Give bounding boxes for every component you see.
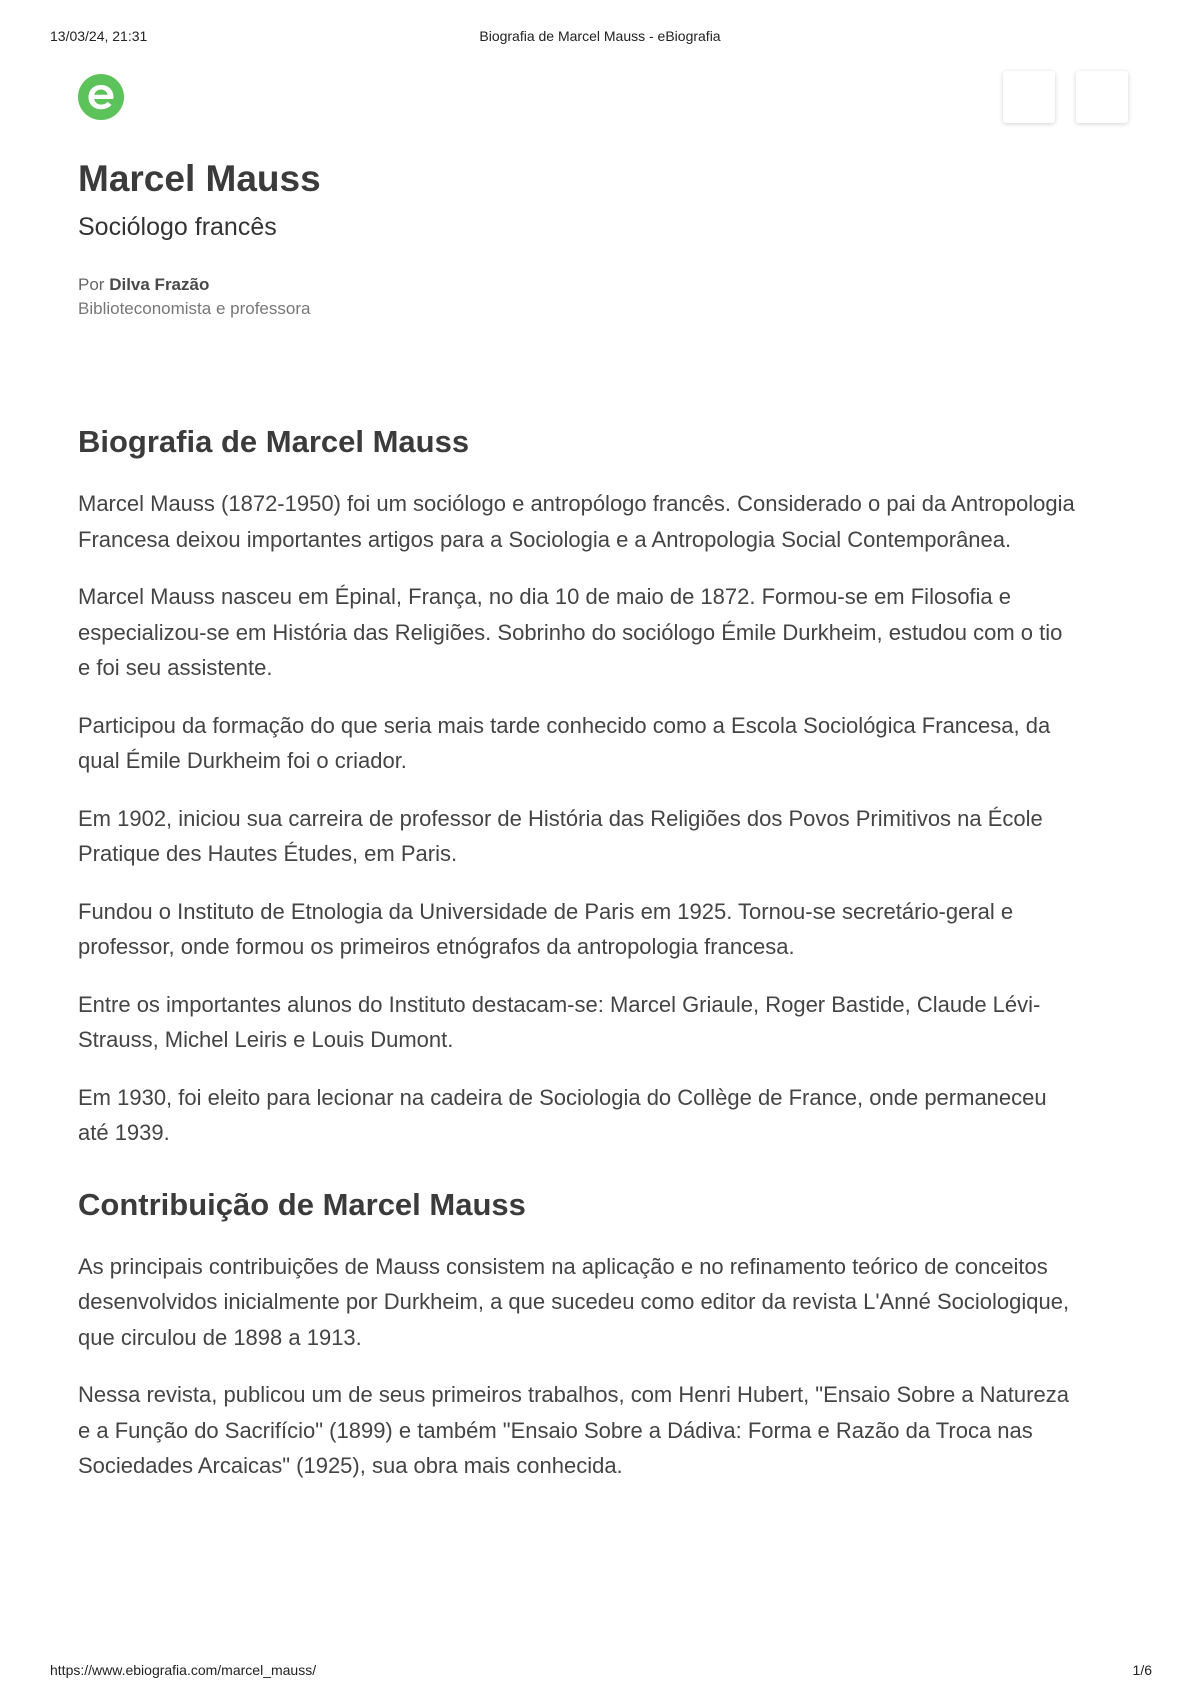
- article-header: [78, 155, 1078, 321]
- paragraph: Participou da formação do que seria mais tarde conhecido como a Escola Sociológica Francesa, da qual Émile Durkheim foi o criador.: [78, 712, 1051, 773]
- paragraph: Em 1930, foi eleito para lecionar na cadeira de Sociologia do Collège de France, onde permaneceu até 1939.: [78, 1084, 1047, 1145]
- print-header: [0, 28, 1200, 48]
- byline: [78, 273, 1078, 297]
- section-heading-contribuicao: Contribuição de Marcel Mauss: [78, 1186, 526, 1222]
- header-button-1[interactable]: [1003, 71, 1055, 123]
- byline-prefix: Por: [78, 275, 105, 294]
- author-name[interactable]: Dilva Frazão: [109, 275, 210, 294]
- section-heading-biografia: Biografia de Marcel Mauss: [78, 424, 470, 459]
- print-datetime: 13/03/24, 21:31: [50, 28, 148, 44]
- page-subtitle: Sociólogo francês: [78, 213, 277, 241]
- paragraph: Fundou o Instituto de Etnologia da Universidade de Paris em 1925. Tornou-se secretário-geral e professor, onde formou os primeiros etnógrafos da antropologia francesa.: [78, 898, 1014, 959]
- paragraph: Em 1902, iniciou sua carreira de professor de História das Religiões dos Povos Primitivos na École Pratique des Hautes Études, em Paris.: [78, 805, 1043, 866]
- print-doc-title: Biografia de Marcel Mauss - eBiografia: [479, 28, 721, 44]
- paragraph: Marcel Mauss (1872-1950) foi um sociólogo e antropólogo francês. Considerado o pai da Antropologia Francesa deixou importantes artigos para a Sociologia e a Antropologia Social Contemporânea.: [78, 491, 1075, 552]
- paragraph: As principais contribuições de Mauss consistem na aplicação e no refinamento teórico de conceitos desenvolvidos inicialmente por Durkheim, a que sucedeu como editor da revista L'Anné Sociologique, que circulou de 1898 a 1913.: [78, 1253, 1070, 1350]
- paragraph: Entre os importantes alunos do Instituto destacam-se: Marcel Griaule, Roger Bastide, Claude Lévi-Strauss, Michel Leiris e Louis Dumont.: [78, 991, 1041, 1052]
- page-title: Marcel Mauss: [78, 158, 321, 199]
- paragraph: Nessa revista, publicou um de seus primeiros trabalhos, com Henri Hubert, "Ensaio Sobre a Natureza e a Função do Sacrifício" (1899) e também "Ensaio Sobre a Dádiva: Forma e Razão da Troca nas Sociedades Arcaicas" (1925), sua obra mais conhecida.: [78, 1382, 1069, 1478]
- print-page-number: 1/6: [1132, 1662, 1152, 1678]
- print-footer: [0, 1662, 1200, 1682]
- article-content: [78, 418, 1078, 1506]
- ebiografia-logo[interactable]: [78, 74, 124, 120]
- author-role: Biblioteconomista e professora: [78, 299, 311, 318]
- logo-e-icon: [78, 74, 124, 120]
- paragraph: Marcel Mauss nasceu em Épinal, França, no dia 10 de maio de 1872. Formou-se em Filosofia e especializou-se em História das Religiões. Sobrinho do sociólogo Émile Durkheim, estudou com o tio e foi seu assistente.: [78, 584, 1063, 680]
- header-button-2[interactable]: [1076, 71, 1128, 123]
- print-url: https://www.ebiografia.com/marcel_mauss/: [50, 1662, 317, 1678]
